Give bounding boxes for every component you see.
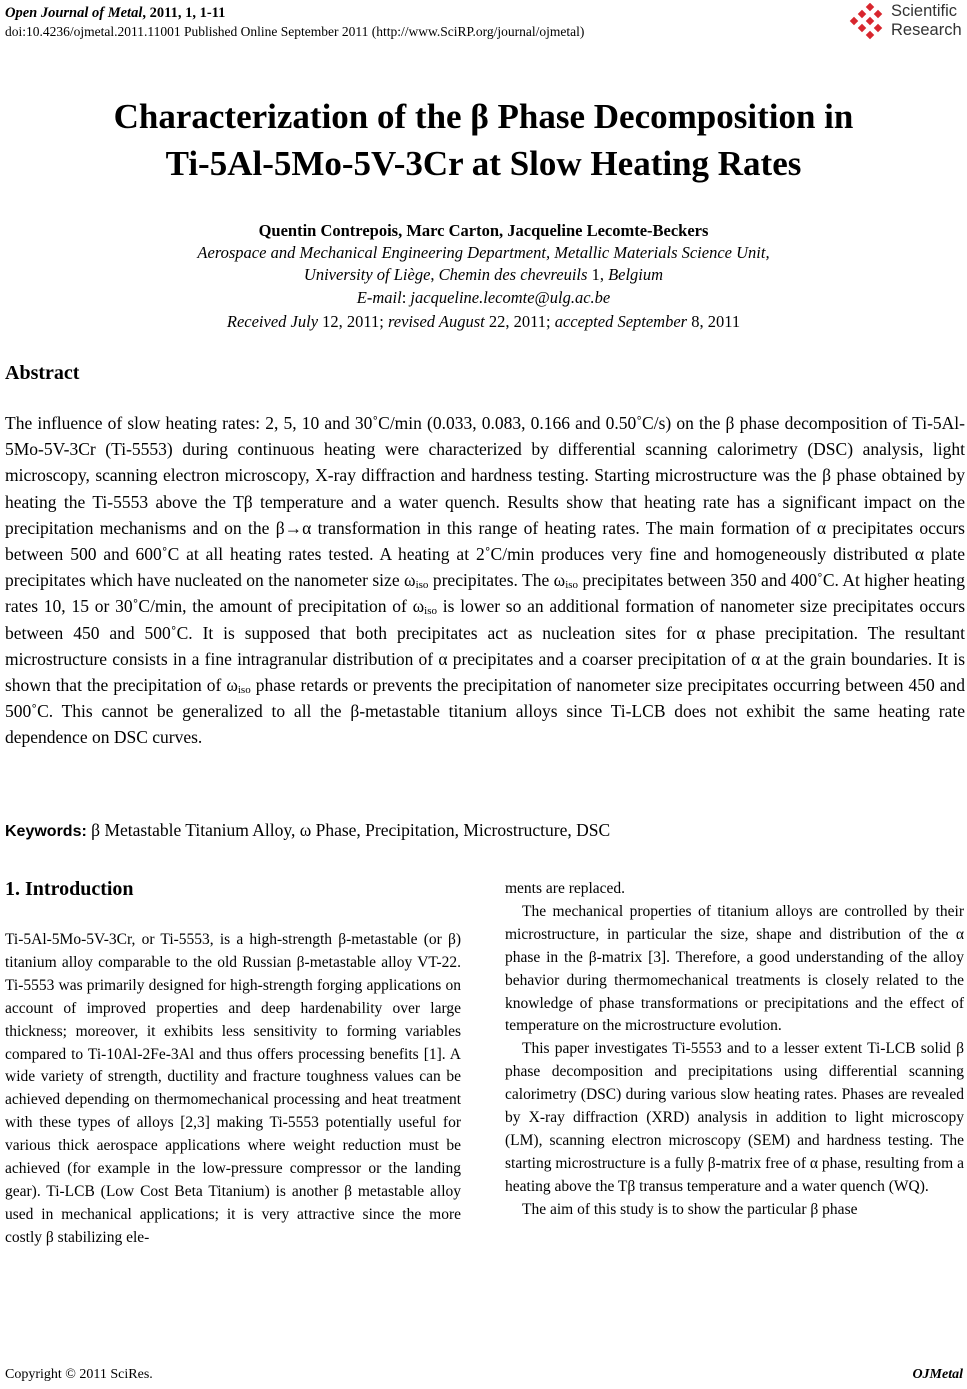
email-link[interactable]: jacqueline.lecomte@ulg.ac.be (410, 288, 611, 307)
journal-name: Open Journal of Metal (5, 5, 143, 21)
affiliation-line-1: Aerospace and Mechanical Engineering Department, Metallic Materials Science Unit, (197, 243, 770, 262)
doi-line: doi:10.4236/ojmetal.2011.11001 Published Online September 2011 (http://www.SciRP.org/journal/ojmetal) (5, 24, 585, 39)
logo-text: Scientific Research (891, 2, 962, 39)
column-left (5, 929, 461, 1250)
authors: Quentin Contrepois, Marc Carton, Jacqueline Lecomte-Beckers (258, 221, 709, 240)
affiliation-line-2: University of Liège, Chemin des chevreuils 1, Belgium (303, 265, 664, 284)
dates-line: Received July 12, 2011; revised August 22, 2011; accepted September 8, 2011 (226, 312, 741, 331)
publisher-logo (849, 2, 967, 42)
column-right (505, 878, 964, 1222)
paragraph: The mechanical properties of titanium alloys are controlled by their microstructure, in particular the size, shape and distribution of the α phase in the β-matrix [3]. Therefore, a good understanding of the alloy behavior during thermomechanical treatments is closely related to the knowledge of phase transformations or precipitations and the effect of temperature on the microstructure evolution. (505, 902, 964, 1035)
paragraph: The aim of this study is to show the particular β phase (522, 1200, 858, 1218)
journal-header (5, 4, 225, 22)
keywords: Keywords: β Metastable Titanium Alloy, ω Phase, Precipitation, Microstructure, DSC (5, 820, 611, 840)
paper-title: Characterization of the β Phase Decomposition in Ti-5Al-5Mo-5V-3Cr at Slow Heating Rates (113, 97, 854, 183)
paragraph: ments are replaced. (505, 880, 626, 897)
footer-copyright: Copyright © 2011 SciRes. (5, 1367, 153, 1382)
section-heading-introduction: 1. Introduction (5, 878, 134, 900)
footer-journal: OJMetal (912, 1367, 963, 1382)
logo-mark-icon (849, 3, 889, 41)
keywords-label: Keywords: (5, 823, 87, 840)
abstract-text: The influence of slow heating rates: 2, 5, 10 and 30˚C/min (0.033, 0.083, 0.166 and 0.50˚C/s) on the β phase decomposition of Ti-5Al-5Mo-5V-3Cr (Ti-5553) during continuous heating were characterized by differential scanning calorimetry (DSC) analysis, light microscopy, scanning electron microscopy, X-ray diffraction and hardness testing. Starting microstructure was the β phase obtained by heating the Ti-5553 above the Tβ temperature and a water quench. Results show that heating rate has a significant impact on the precipitation mechanisms and on the β→α transformation in this range of heating rates. The main formation of α precipitates occurs between 500 and 600˚C at all heating rates tested. A heating at 2˚C/min produces very fine and homogeneously distributed α plate precipitates which have nucleated on the nanometer size $\omega_{iso}$ precipitates. The $\omega_{iso}$ precipitates between 350 and 400˚C. At higher heating rates 10, 15 or 30˚C/min, the amount of precipitation of $\omega_{iso}$ is lower so an additional formation of nanometer size precipitates occurs between 450 and 500˚C. It is supposed that both precipitates act as nucleation sites for α phase precipitation. The resultant microstructure consists in a fine intragranular distribution of α precipitates and a coarser precipitation of α at the grain boundaries. It is shown that the precipitation of $\omega_{iso}$ phase retards or prevents the precipitation of nanometer size precipitates occurring between 450 and 500˚C. This cannot be generalized to all the β-metastable titanium alloys since Ti-LCB does not exhibit the same heating rate dependence on DSC curves. (5, 413, 966, 748)
paragraph: Ti-5Al-5Mo-5V-3Cr, or Ti-5553, is a high-strength β-metastable (or β) titanium alloy comparable to the old Russian β-metastable alloy VT-22. Ti-5553 was primarily designed for high-strength forging applications on account of improved properties and deep hardenability over large thickness; moreover, it exhibits less sensitivity to forming variables compared to Ti-10Al-2Fe-3Al and thus offers processing benefits [1]. A wide variety of strength, ductility and fracture toughness values can be achieved depending on thermomechanical processing and heat treatment with these types of alloys [2,3] making Ti-5553 potentially useful for various thick aerospace applications where weight reduction must be achieved (for example in the low-pressure compressor or the landing gear). Ti-LCB (Low Cost Beta Titanium) is another β metastable alloy used in mechanical applications; it is very attractive since the more costly β stabilizing ele- (5, 931, 461, 1246)
email-line: E-mail: jacqueline.lecomte@ulg.ac.be (356, 288, 611, 307)
abstract-heading: Abstract (5, 362, 80, 384)
paragraph: This paper investigates Ti-5553 and to a lesser extent Ti-LCB solid β phase decomposition and precipitations using differential scanning calorimetry (DSC) during various slow heating rates. Phases are revealed by X-ray diffraction (XRD) analysis in addition to light microscopy (LM), scanning electron microscopy (SEM) and hardness testing. The starting microstructure is a fully β-matrix free of α phase, resulting from a heating above the Tβ transus temperature and a water quench (WQ). (505, 1040, 964, 1195)
journal-volume: , 2011, 1, 1-11 (142, 5, 226, 21)
